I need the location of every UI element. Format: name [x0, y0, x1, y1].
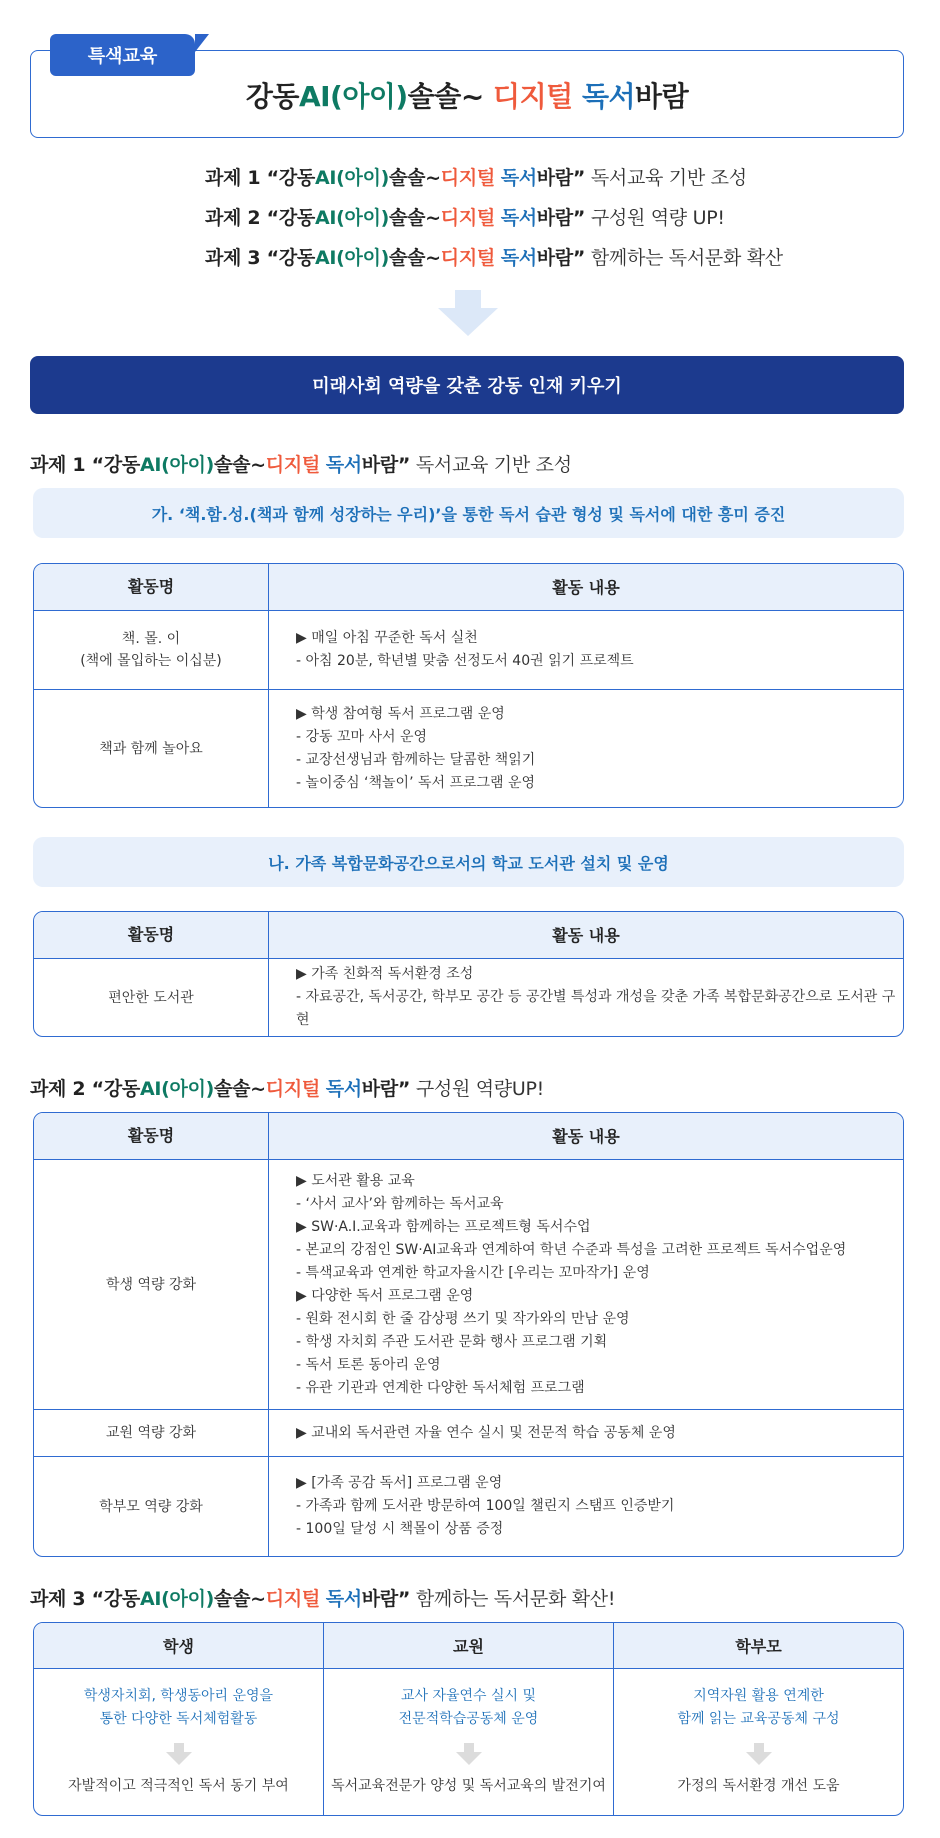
- column-header: 교원: [324, 1623, 613, 1669]
- down-arrow-icon: [456, 1743, 482, 1765]
- activity-content: ▶ 교내외 독서관련 자율 연수 실시 및 전문적 학습 공동체 운영: [296, 1424, 676, 1441]
- column-result: 독서교육전문가 양성 및 독서교육의 발전기여: [331, 1778, 606, 1794]
- table-row: [34, 610, 903, 689]
- column-teachers: [323, 1623, 613, 1815]
- header-activity-name: 활동명: [34, 912, 269, 958]
- column-parents: [613, 1623, 903, 1815]
- special-education-tag: 특색교육: [50, 34, 195, 76]
- table-row: [34, 1409, 903, 1456]
- table-row: [34, 1456, 903, 1556]
- goal-banner: 미래사회 역량을 갖춘 강동 인재 키우기: [30, 356, 904, 414]
- activity-content: ▶ 학생 참여형 독서 프로그램 운영 - 강동 꼬마 사서 운영 - 교장선생님과 함께하는 달콤한 책읽기 - 놀이중심 ‘책놀이’ 독서 프로그램 운영: [296, 705, 536, 791]
- subtitle-ga: 가. ‘책.함.성.(책과 함께 성장하는 우리)’을 통한 독서 습관 형성 및 독서에 대한 흥미 증진: [33, 488, 904, 538]
- activity-name: 학부모 역량 강화: [34, 1457, 269, 1556]
- activity-content: ▶ 도서관 활용 교육 - ‘사서 교사’와 함께하는 독서교육 ▶ SW·A.I.교육과 함께하는 프로젝트형 독서수업 - 본교의 강점인 SW·AI교육과 연계하여 학년 수준과 특성을 고려한 프로젝트 독서수업운영 - 특색교육과 연계한 학교자율시간 [우리는 꼬마작가] 운영 ▶ 다양한 독서 프로그램 운영 - 원화 전시회 한 줄 감상평 쓰기 및 작가와의 만남 운영 - 학생 자치회 주관 도서관 문화 행사 프로그램 기획 - 독서 토론 동아리 운영 - 유관 기관과 연계한 다양한 독서체험 프로그램: [296, 1172, 847, 1396]
- table-1b: [33, 911, 904, 1037]
- down-arrow-icon: [166, 1743, 192, 1765]
- task-3-line: 과제 3 “강동AI(아이)솔솔~디지털 독서바람” 함께하는 독서문화 확산: [205, 247, 783, 269]
- activity-name: 학생 역량 강화: [34, 1160, 269, 1409]
- table-row: [34, 958, 903, 1036]
- activity-name: 교원 역량 강화: [34, 1410, 269, 1456]
- table-row: [34, 1159, 903, 1409]
- activity-name: 편안한 도서관: [34, 959, 269, 1036]
- activity-name: 책과 함께 놀아요: [34, 690, 269, 807]
- header-activity-name: 활동명: [34, 564, 269, 610]
- column-header: 학부모: [614, 1623, 903, 1669]
- table-header: [34, 1113, 903, 1159]
- table-2: [33, 1112, 904, 1557]
- subtitle-na: 나. 가족 복합문화공간으로서의 학교 도서관 설치 및 운영: [33, 837, 904, 887]
- down-arrow-icon: [438, 290, 498, 336]
- column-body: [34, 1669, 323, 1815]
- down-arrow-icon: [746, 1743, 772, 1765]
- tasks-overview: [205, 162, 783, 282]
- activity-content: ▶ 매일 아침 꾸준한 독서 실천 - 아침 20분, 학년별 맞춤 선정도서 40권 읽기 프로젝트: [296, 630, 634, 669]
- column-body: [324, 1669, 613, 1815]
- column-description: 교사 자율연수 실시 및 전문적학습공동체 운영: [398, 1688, 539, 1727]
- column-header: 학생: [34, 1623, 323, 1669]
- table-1a: [33, 563, 904, 808]
- header-activity-content: 활동 내용: [552, 577, 620, 597]
- column-description: 지역자원 활용 연계한 함께 읽는 교육공동체 구성: [677, 1688, 840, 1727]
- table-row: [34, 689, 903, 807]
- table-3: [33, 1622, 904, 1816]
- header-activity-name: 활동명: [34, 1113, 269, 1159]
- task-1-line: 과제 1 “강동AI(아이)솔솔~디지털 독서바람” 독서교육 기반 조성: [205, 167, 747, 189]
- header-activity-content: 활동 내용: [552, 1126, 620, 1146]
- section-3-title: 과제 3 “강동AI(아이)솔솔~디지털 독서바람” 함께하는 독서문화 확산!: [30, 1588, 616, 1610]
- section-2-title: 과제 2 “강동AI(아이)솔솔~디지털 독서바람” 구성원 역량UP!: [30, 1078, 544, 1100]
- column-students: [34, 1623, 323, 1815]
- activity-name: 책. 몰. 이 (책에 몰입하는 이십분): [34, 611, 269, 689]
- section-1-title: 과제 1 “강동AI(아이)솔솔~디지털 독서바람” 독서교육 기반 조성: [30, 454, 572, 476]
- activity-content: ▶ [가족 공감 독서] 프로그램 운영 - 가족과 함께 도서관 방문하여 100일 챌린지 스탬프 인증받기 - 100일 달성 시 책몰이 상품 증정: [296, 1475, 675, 1537]
- column-body: [614, 1669, 903, 1815]
- activity-content: ▶ 가족 친화적 독서환경 조성 - 자료공간, 독서공간, 학부모 공간 등 공간별 특성과 개성을 갖춘 가족 복합문화공간으로 도서관 구현: [296, 966, 896, 1028]
- table-header: [34, 564, 903, 610]
- column-result: 가정의 독서환경 개선 도움: [677, 1778, 840, 1794]
- page-title: 강동AI(아이)솔솔~ 디지털 독서바람: [245, 80, 689, 113]
- task-2-line: 과제 2 “강동AI(아이)솔솔~디지털 독서바람” 구성원 역량 UP!: [205, 207, 725, 229]
- column-result: 자발적이고 적극적인 독서 동기 부여: [68, 1778, 289, 1794]
- column-description: 학생자치회, 학생동아리 운영을 통한 다양한 독서체험활동: [83, 1688, 274, 1727]
- table-header: [34, 912, 903, 958]
- header-activity-content: 활동 내용: [552, 925, 620, 945]
